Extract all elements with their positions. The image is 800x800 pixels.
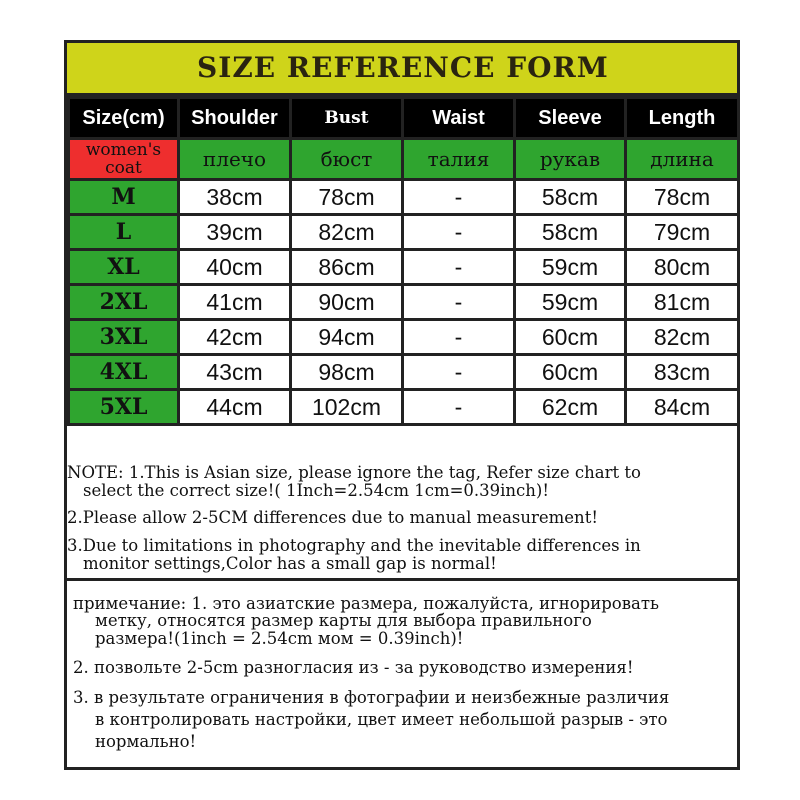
note-line: 3. в результате ограничения в фотографии и неизбежные различия	[73, 688, 670, 707]
size-cell: L	[69, 215, 179, 250]
sleeve-cell: 60cm	[515, 355, 626, 390]
category-label: women's coat	[69, 139, 179, 180]
note-line: примечание: 1. это азиатские размера, пожалуйста, игнорировать	[73, 594, 659, 613]
note-line: monitor settings,Color has a small gap is normal!	[83, 554, 497, 573]
sleeve-cell: 58cm	[515, 215, 626, 250]
length-cell: 82cm	[626, 320, 739, 355]
size-cell: 4XL	[69, 355, 179, 390]
waist-cell: -	[403, 355, 515, 390]
note-line: размера!(1inch = 2.54cm мом = 0.39inch)!	[95, 629, 464, 648]
table-row	[69, 355, 739, 390]
ru-header-bust: бюст	[291, 139, 403, 180]
bust-cell: 82cm	[291, 215, 403, 250]
bust-cell: 102cm	[291, 390, 403, 425]
length-cell: 78cm	[626, 180, 739, 215]
waist-cell: -	[403, 390, 515, 425]
russian-header-row	[69, 139, 739, 180]
bust-cell: 98cm	[291, 355, 403, 390]
shoulder-cell: 44cm	[179, 390, 291, 425]
table-row	[69, 320, 739, 355]
note-line: 2.Please allow 2-5CM differences due to manual measurement!	[67, 508, 598, 527]
shoulder-cell: 38cm	[179, 180, 291, 215]
header-size: Size(cm)	[69, 98, 179, 139]
sleeve-cell: 60cm	[515, 320, 626, 355]
sleeve-cell: 59cm	[515, 285, 626, 320]
waist-cell: -	[403, 180, 515, 215]
sleeve-cell: 62cm	[515, 390, 626, 425]
shoulder-cell: 42cm	[179, 320, 291, 355]
table-row	[69, 390, 739, 425]
table-row	[69, 250, 739, 285]
note-line: нормально!	[95, 732, 197, 751]
header-shoulder: Shoulder	[179, 98, 291, 139]
sleeve-cell: 58cm	[515, 180, 626, 215]
waist-cell: -	[403, 215, 515, 250]
ru-header-sleeve: рукав	[515, 139, 626, 180]
bust-cell: 90cm	[291, 285, 403, 320]
length-cell: 83cm	[626, 355, 739, 390]
shoulder-cell: 41cm	[179, 285, 291, 320]
note-line: в контролировать настройки, цвет имеет небольшой разрыв - это	[95, 710, 668, 729]
header-bust: Bust	[291, 98, 403, 139]
sleeve-cell: 59cm	[515, 250, 626, 285]
waist-cell: -	[403, 285, 515, 320]
page-title: SIZE REFERENCE FORM	[197, 51, 609, 84]
ru-header-waist: талия	[403, 139, 515, 180]
header-sleeve: Sleeve	[515, 98, 626, 139]
note-line: 2. позвольте 2-5cm разногласия из - за руководство измерения!	[73, 658, 634, 677]
length-cell: 79cm	[626, 215, 739, 250]
note-line: select the correct size!( 1Inch=2.54cm 1cm=0.39inch)!	[83, 481, 549, 500]
size-cell: XL	[69, 250, 179, 285]
table-row	[69, 180, 739, 215]
size-cell: 2XL	[69, 285, 179, 320]
note-line: 3.Due to limitations in photography and the inevitable differences in	[67, 536, 641, 555]
title-bar	[67, 43, 737, 96]
ru-header-shoulder: плечо	[179, 139, 291, 180]
header-length: Length	[626, 98, 739, 139]
header-waist: Waist	[403, 98, 515, 139]
bust-cell: 86cm	[291, 250, 403, 285]
size-cell: 3XL	[69, 320, 179, 355]
table-row	[69, 215, 739, 250]
length-cell: 80cm	[626, 250, 739, 285]
english-notes	[67, 458, 737, 581]
shoulder-cell: 39cm	[179, 215, 291, 250]
waist-cell: -	[403, 320, 515, 355]
note-line: NOTE: 1.This is Asian size, please ignore the tag, Refer size chart to	[67, 463, 641, 482]
header-row	[69, 98, 739, 139]
russian-notes	[67, 581, 737, 767]
waist-cell: -	[403, 250, 515, 285]
bust-cell: 78cm	[291, 180, 403, 215]
size-reference-form	[64, 40, 740, 770]
size-cell: M	[69, 180, 179, 215]
size-table	[67, 96, 740, 426]
shoulder-cell: 43cm	[179, 355, 291, 390]
shoulder-cell: 40cm	[179, 250, 291, 285]
length-cell: 84cm	[626, 390, 739, 425]
bust-cell: 94cm	[291, 320, 403, 355]
note-line: метку, относятся размер карты для выбора правильного	[95, 611, 592, 630]
ru-header-length: длина	[626, 139, 739, 180]
size-cell: 5XL	[69, 390, 179, 425]
table-row	[69, 285, 739, 320]
length-cell: 81cm	[626, 285, 739, 320]
